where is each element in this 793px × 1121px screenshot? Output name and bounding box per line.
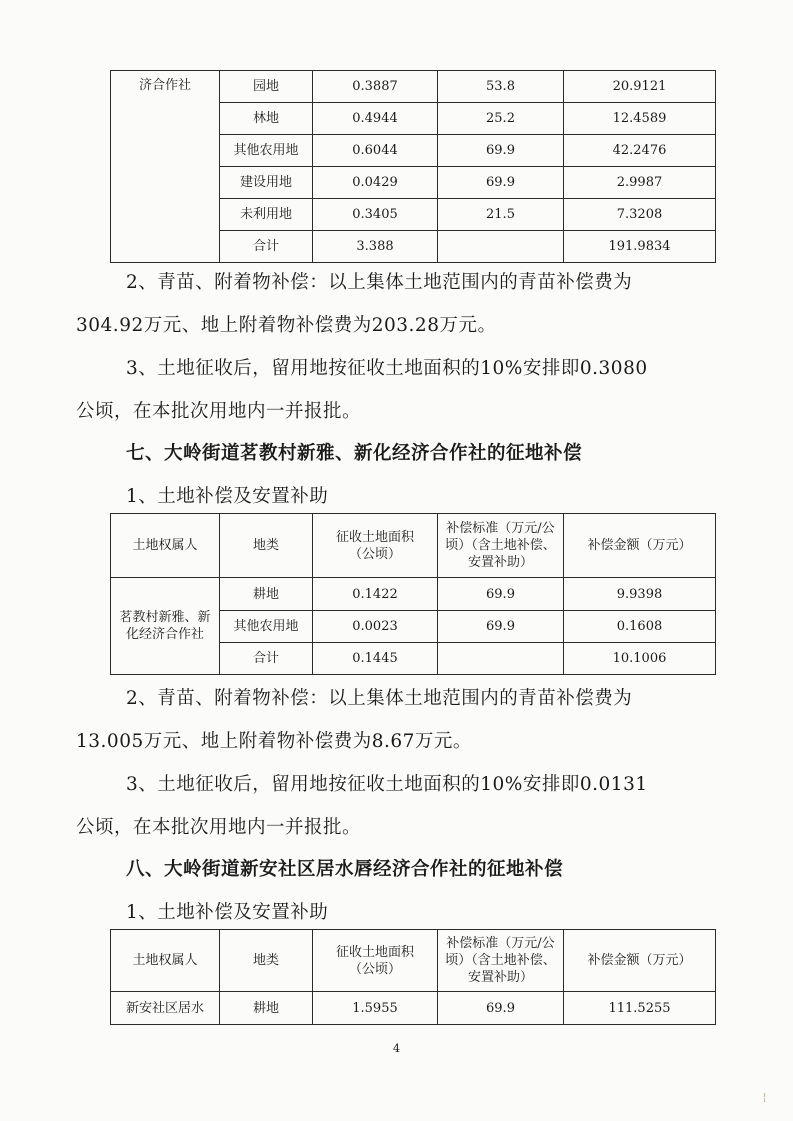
standard-cell: 69.9 — [438, 611, 564, 643]
subsection-heading: 1、土地补偿及安置补助 — [126, 486, 329, 507]
area-cell: 0.3887 — [313, 71, 438, 103]
total-amount-cell: 191.9834 — [564, 231, 716, 263]
owner-cell: 茗教村新雅、新化经济合作社 — [111, 578, 220, 675]
header-area: 征收土地面积（公顷） — [313, 930, 438, 992]
paragraph-text: 公顷，在本批次用地内一并报批。 — [76, 817, 362, 838]
land-type-cell: 其他农用地 — [220, 135, 313, 167]
owner-cell: 新安社区居水 — [111, 992, 220, 1025]
owner-cell: 济合作社 — [111, 71, 220, 263]
header-standard: 补偿标准（万元/公顷）（含土地补偿、安置补助） — [438, 930, 564, 992]
paragraph-text: 2、青苗、附着物补偿：以上集体土地范围内的青苗补偿费为 — [126, 272, 633, 293]
total-standard-cell — [438, 231, 564, 263]
table-3 — [110, 929, 716, 1025]
area-cell: 0.6044 — [313, 135, 438, 167]
paragraph-text: 3、土地征收后，留用地按征收土地面积的10%安排即0.0131 — [126, 774, 648, 795]
land-type-cell: 耕地 — [220, 992, 313, 1025]
total-area-cell: 0.1445 — [313, 643, 438, 675]
area-cell: 0.0023 — [313, 611, 438, 643]
amount-cell: 9.9398 — [564, 578, 716, 611]
amount-cell: 2.9987 — [564, 167, 716, 199]
header-owner: 土地权属人 — [111, 930, 220, 992]
table-row — [111, 71, 716, 103]
amount-cell: 12.4589 — [564, 103, 716, 135]
section-heading: 八、大岭街道新安社区居水唇经济合作社的征地补偿 — [126, 859, 564, 880]
total-label-cell: 合计 — [220, 231, 313, 263]
area-cell: 0.0429 — [313, 167, 438, 199]
header-area: 征收土地面积（公顷） — [313, 514, 438, 578]
standard-cell: 69.9 — [438, 167, 564, 199]
standard-cell: 53.8 — [438, 71, 564, 103]
total-amount-cell: 10.1006 — [564, 643, 716, 675]
header-amount: 补偿金额（万元） — [564, 930, 716, 992]
land-type-cell: 未利用地 — [220, 199, 313, 231]
total-area-cell: 3.388 — [313, 231, 438, 263]
paragraph-text: 3、土地征收后，留用地按征收土地面积的10%安排即0.3080 — [126, 358, 648, 379]
area-cell: 0.3405 — [313, 199, 438, 231]
paragraph-text: 13.005万元、地上附着物补偿费为8.67万元。 — [76, 731, 472, 752]
area-cell: 1.5955 — [313, 992, 438, 1025]
land-type-cell: 耕地 — [220, 578, 313, 611]
land-type-cell: 建设用地 — [220, 167, 313, 199]
paragraph-text: 公顷，在本批次用地内一并报批。 — [76, 401, 362, 422]
table-header-row — [111, 930, 716, 992]
amount-cell: 111.5255 — [564, 992, 716, 1025]
header-land-type: 地类 — [220, 930, 313, 992]
land-type-cell: 其他农用地 — [220, 611, 313, 643]
header-owner: 土地权属人 — [111, 514, 220, 578]
header-land-type: 地类 — [220, 514, 313, 578]
area-cell: 0.4944 — [313, 103, 438, 135]
scan-mark: ¦ — [763, 1092, 767, 1103]
table-header-row — [111, 514, 716, 578]
page-number: 4 — [393, 1042, 400, 1055]
standard-cell: 21.5 — [438, 199, 564, 231]
subsection-heading: 1、土地补偿及安置补助 — [126, 902, 329, 923]
table-2 — [110, 513, 716, 675]
table-1 — [110, 70, 716, 263]
total-standard-cell — [438, 643, 564, 675]
standard-cell: 69.9 — [438, 992, 564, 1025]
header-standard: 补偿标准（万元/公顷）（含土地补偿、安置补助） — [438, 514, 564, 578]
land-type-cell: 林地 — [220, 103, 313, 135]
amount-cell: 42.2476 — [564, 135, 716, 167]
header-amount: 补偿金额（万元） — [564, 514, 716, 578]
table-row — [111, 578, 716, 611]
amount-cell: 20.9121 — [564, 71, 716, 103]
table-row — [111, 992, 716, 1025]
section-heading: 七、大岭街道茗教村新雅、新化经济合作社的征地补偿 — [126, 443, 583, 464]
land-type-cell: 园地 — [220, 71, 313, 103]
amount-cell: 7.3208 — [564, 199, 716, 231]
standard-cell: 25.2 — [438, 103, 564, 135]
paragraph-text: 304.92万元、地上附着物补偿费为203.28万元。 — [76, 315, 497, 336]
standard-cell: 69.9 — [438, 135, 564, 167]
total-label-cell: 合计 — [220, 643, 313, 675]
standard-cell: 69.9 — [438, 578, 564, 611]
paragraph-text: 2、青苗、附着物补偿：以上集体土地范围内的青苗补偿费为 — [126, 688, 633, 709]
amount-cell: 0.1608 — [564, 611, 716, 643]
area-cell: 0.1422 — [313, 578, 438, 611]
